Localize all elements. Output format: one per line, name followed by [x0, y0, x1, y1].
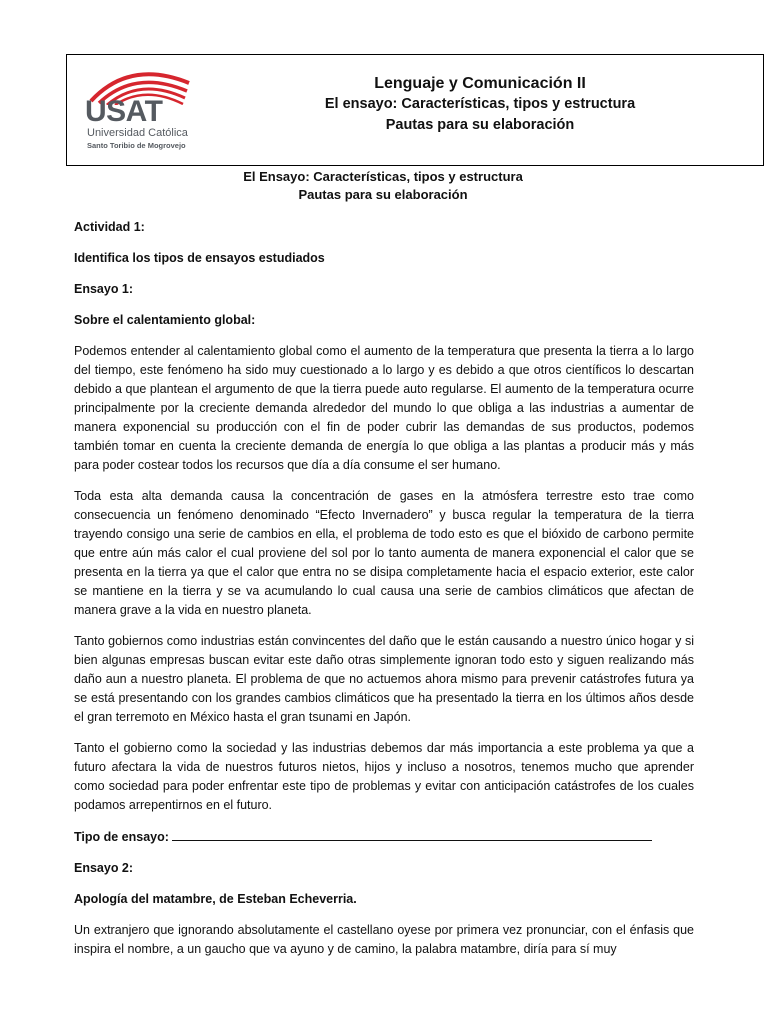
essay-2-title: Apología del matambre, de Esteban Echeverria. — [74, 892, 357, 906]
essay-1-title: Sobre el calentamiento global: — [74, 313, 256, 327]
logo-wordmark: USAT — [85, 95, 163, 128]
document-body — [74, 218, 694, 971]
essay-1-label: Ensayo 1: — [74, 282, 134, 296]
document-title — [72, 168, 694, 204]
course-title: Lenguaje y Comunicación II — [374, 75, 586, 92]
essay-2-paragraph: Un extranjero que ignorando absolutamente el castellano oyese por primera vez pronunciar, con el énfasis que inspira el nombre, a un gaucho que va ayuno y de camino, la palabra matambre, diría para sí muy — [74, 923, 694, 956]
essay-1-paragraph: Tanto gobiernos como industrias están convincentes del daño que le están causando a nuestro único hogar y si bien algunas empresas buscan evitar este daño otras simplemente ignoran todo esto y siguen realizando más daño aun a nuestro planeta. El problema de que no actuemos ahora mismo para prevenir catástrofes futura ya se está presentando con los grandes cambios climáticos que ha presentado la tierra en los últimos años desde el gran terremoto en México hasta el gran tsunami en Japón. — [74, 634, 694, 724]
essay-1-paragraph: Podemos entender al calentamiento global como el aumento de la temperatura que presenta la tierra a lo largo del tiempo, este fenómeno ha sido muy cuestionado a lo largo y es debido a que otros científicos lo descartan debido a que plantean el argumento de que la tierra puede auto regularse. El aumento de la temperatura ocurre principalmente por la creciente demanda alrededor del mundo lo que obliga a las industrias a aumentar de manera exponencial su producción con el fin de poder cubrir las demandas de sus productos, podemos también tomar en cuenta la creciente demanda de energía lo que obliga a las plantas a producir más y más para poder costear todos los recursos que día a día consume el ser humano. — [74, 344, 694, 472]
document-title-line-2: Pautas para su elaboración — [298, 187, 468, 202]
essay-1-paragraph: Toda esta alta demanda causa la concentración de gases en la atmósfera terrestre esto trae como consecuencia un fenómeno denominado “Efecto Invernadero” y busca regular la temperatura de la tierra trayendo consigo una serie de cambios en ella, el problema de todo esto es que el bióxido de carbono permite que entre aún más calor el cual proviene del sol por lo tanto aumenta de manera exponencial el calor que se presenta en la tierra ya que el calor que entra no se disipa completamente hacia el espacio exterior, este calor se mantiene en la tierra y se va acumulando lo cual causa una serie de cambios climáticos que afectan de manera grave a la vida en nuestro planeta. — [74, 489, 694, 617]
essay-type-answer-blank[interactable] — [172, 827, 652, 841]
activity-instruction: Identifica los tipos de ensayos estudiados — [74, 251, 325, 265]
essay-type-line — [74, 827, 694, 847]
usat-logo — [77, 63, 207, 153]
document-header — [66, 54, 764, 166]
header-subtitle: Pautas para su elaboración — [385, 117, 575, 133]
activity-label: Actividad 1: — [74, 220, 145, 234]
essay-1-paragraph: Tanto el gobierno como la sociedad y las industrias debemos dar más importancia a este problema ya que a futuro afectara la vida de nuestros futuros nietos, hijos y incluso a nosotros, tenemos mucho que aprender como sociedad para poder enfrentar este tipo de problemas y evitar con anticipación catástrofes de los cuales podamos arrepentirnos en el futuro. — [74, 741, 694, 812]
essay-2-label: Ensayo 2: — [74, 861, 134, 875]
logo-subtitle: Santo Toribio de Mogrovejo — [87, 141, 186, 150]
logo-university-name: Universidad Católica — [87, 127, 188, 139]
essay-type-label: Tipo de ensayo: — [74, 830, 169, 844]
document-title-line-1: El Ensayo: Características, tipos y estructura — [243, 169, 523, 184]
header-title: El ensayo: Características, tipos y estructura — [324, 96, 636, 112]
header-titles — [217, 73, 743, 136]
